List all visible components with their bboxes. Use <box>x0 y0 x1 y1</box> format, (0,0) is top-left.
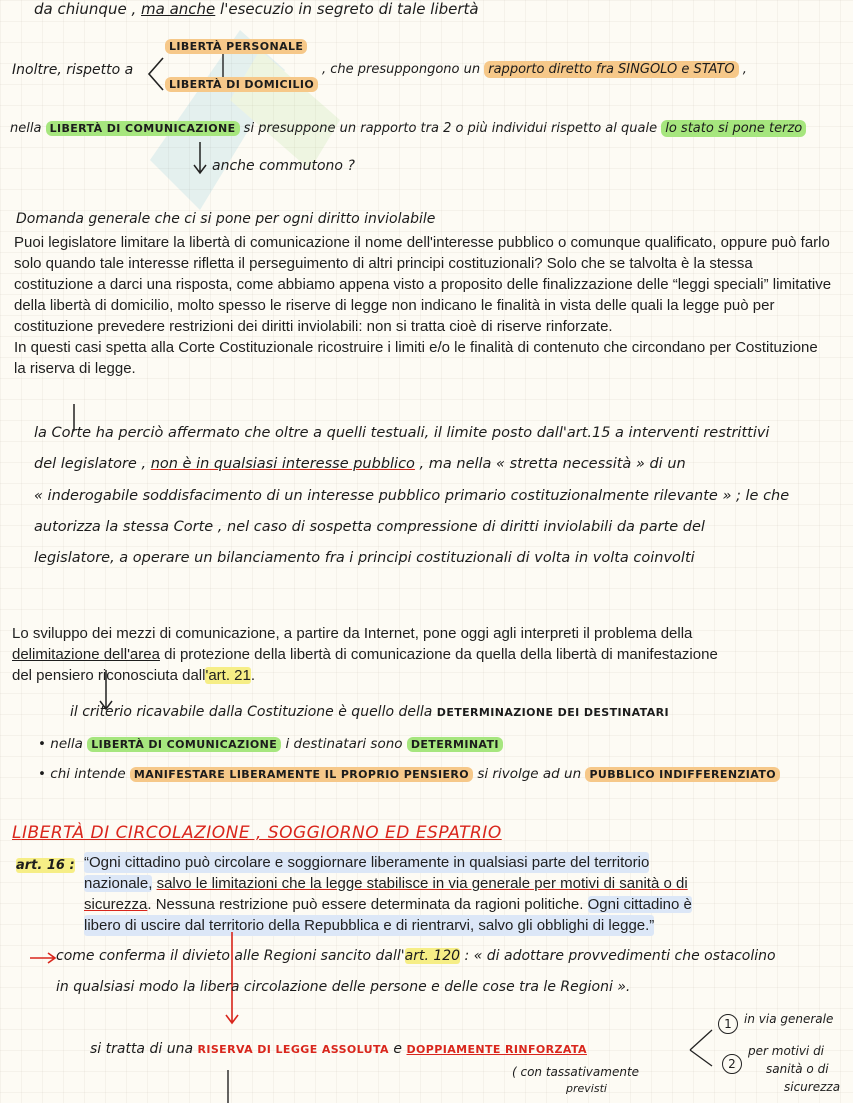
riserva-n2-text-2: sanità o di <box>766 1062 829 1076</box>
criterio-line: il criterio ricavabile dalla Costituzione è quello della DETERMINAZIONE DEI DESTINATARI <box>70 704 669 720</box>
art16-quote: “Ogni cittadino può circolare e soggiornare liberamente in qualsiasi parte del territorio nazionale, salvo le limitazioni che la legge stabilisce in via generale per motivi di sanità o di sicurezza. Nessuna restrizione può essere determinata da ragioni politiche. Ogni cittadino è libero di uscire dal territorio della Repubblica e di rientrarvi, salvo gli obblighi di legge.” <box>84 854 692 934</box>
typed-block-1 <box>14 232 832 379</box>
corte-line-3: « inderogabile soddisfacimento di un interesse pubblico primario costituzionalmente rilevante » ; le che <box>34 488 790 504</box>
conferma-line-1: come conferma il divieto alle Regioni sancito dall'art. 120 : « di adottare provvedimenti che ostacolino <box>56 948 776 964</box>
art16-label: art. 16 : <box>16 858 75 873</box>
criterio-bullet-1: • nella LIBERTÀ DI COMUNICAZIONE i destinatari sono DETERMINATI <box>38 736 503 752</box>
comunicazione-line: nella LIBERTÀ DI COMUNICAZIONE si presuppone un rapporto tra 2 o più individui rispetto al quale lo stato si pone terzo <box>10 121 806 136</box>
number-2-badge: 2 <box>722 1054 742 1074</box>
branch-liberta-personale: LIBERTÀ PERSONALE <box>165 40 307 53</box>
criterio-bullet-2: • chi intende MANIFESTARE LIBERAMENTE IL PROPRIO PENSIERO si rivolge ad un PUBBLICO INDIFFERENZIATO <box>38 766 780 782</box>
corte-line-1: la Corte ha perciò affermato che oltre a quelli testuali, il limite posto dall'art.15 a interventi restrittivi <box>34 425 770 441</box>
riserva-line: si tratta di una RISERVA DI LEGGE ASSOLUTA e DOPPIAMENTE RINFORZATA <box>90 1041 587 1057</box>
riserva-n2-text-1: per motivi di <box>748 1044 825 1058</box>
vertical-line-icon <box>222 1068 234 1103</box>
down-arrow-icon <box>190 140 210 180</box>
riserva-previsti: previsti <box>566 1082 607 1095</box>
section-title: LIBERTÀ DI CIRCOLAZIONE , SOGGIORNO ED ESPATRIO <box>12 823 502 843</box>
typed-block-2: Lo sviluppo dei mezzi di comunicazione, a partire da Internet, pone oggi agli interpreti il problema della delimitazione dell'area di protezione della libertà di comunicazione da quella della libertà di manifestazione del pensiero riconosciuta dall'art. 21. <box>12 625 718 684</box>
corte-line-2: del legislatore , non è in qualsiasi interesse pubblico , ma nella « stretta necessità » di un <box>34 456 686 472</box>
typed-paragraph-2: In questi casi spetta alla Corte Costituzionale ricostruire i limiti e/o le finalità di contenuto che circondano per Costituzione la riserva di legge. <box>14 339 818 377</box>
commutono-question: anche commutono ? <box>212 158 355 174</box>
corte-line-4: autorizza la stessa Corte , nel caso di sospetta compressione di diritti inviolabili da parte del <box>34 519 705 535</box>
riserva-n2-text-3: sicurezza <box>784 1080 841 1094</box>
note-line-1: da chiunque , ma anche l'esecuzio in segreto di tale libertà <box>34 0 479 18</box>
domanda-heading: Domanda generale che ci si pone per ogni diritto inviolabile <box>16 211 436 227</box>
inoltre-label: Inoltre, rispetto a <box>12 62 134 78</box>
red-arrow-icon <box>28 950 58 966</box>
riserva-n1-text: in via generale <box>744 1012 834 1026</box>
typed-paragraph-1: Puoi legislatore limitare la libertà di comunicazione il nome dell'interesse pubblico o comunque qualificato, oppure può farlo solo quando tale interesse rifletta il perseguimento di altri principi costituzionali? Solo che se talvolta è la stessa costituzione a darci una risposta, come abbiamo appena visto a proposito delle finalizzazione delle “leggi speciali” limitative della libertà di domicilio, molto spesso le riserve di legge non indicano le finalità in vista delle quali la legge può per costituzione prevedere restrizioni dei diritti inviolabili: non si tratta cioè di riserve rinforzate. <box>14 234 832 335</box>
presuppongono-text: , che presuppongono un rapporto diretto fra SINGOLO e STATO , <box>322 62 747 77</box>
riserva-paren: ( con tassativamente <box>512 1065 640 1079</box>
branch-liberta-domicilio: LIBERTÀ DI DOMICILIO <box>165 78 318 91</box>
conferma-line-2: in qualsiasi modo la libera circolazione delle persone e delle cose tra le Regioni ». <box>56 979 631 995</box>
corte-line-5: legislatore, a operare un bilanciamento fra i principi costituzionali di volta in volta coinvolti <box>34 550 695 566</box>
number-1-badge: 1 <box>718 1014 738 1034</box>
